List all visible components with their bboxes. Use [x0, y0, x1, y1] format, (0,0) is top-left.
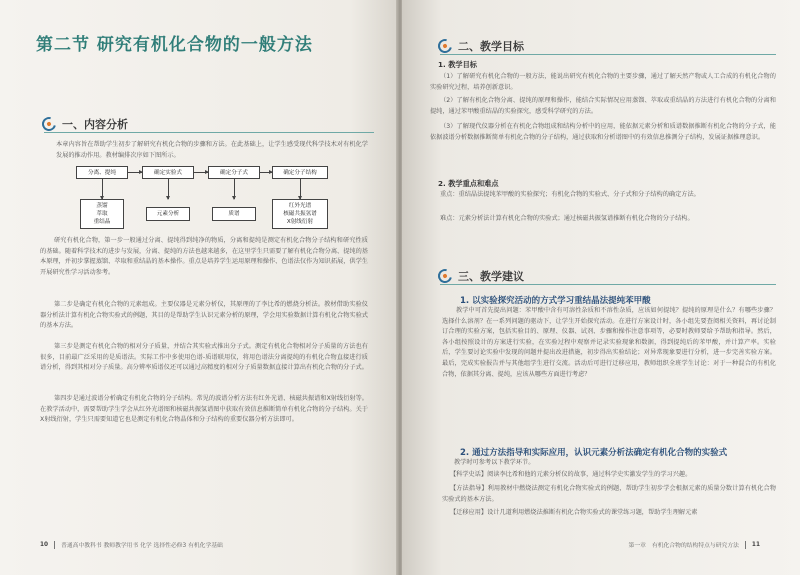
section-title: 三、教学建议	[458, 270, 524, 283]
goals-heading: 1. 教学目标	[438, 60, 477, 69]
flow-box-empirical: 确定实验式	[142, 166, 194, 179]
section-divider	[440, 284, 776, 285]
flow-arrow	[128, 172, 142, 173]
paragraph-step2: 第二步是确定有机化合物的元素组成。主要仪器是元素分析仪，其原理的了李比希的燃烧分析法。教材借助实验仪器分析法计算有机化合物实验式的例题，其目的是帮助学生认识元素分析的原理，学会用实验数据计算有机化合物实验式的基本方法。	[40, 301, 368, 330]
page-number: 10	[40, 541, 49, 548]
goal-item-3: （3）了解现代仪器分析在有机化合物组成和结构分析中的应用，能依据元素分析和质谱数据推断有机化合物的分子式，能依据波谱分析数据推断简单有机化合物的分子结构，通过获取和分析谱图中的有效信息推测分子结构，发展证据推理意识。	[430, 123, 776, 141]
flow-down-arrow	[300, 179, 301, 199]
suggestion-2-method: 【方法指导】利用教材中燃烧法测定有机化合物实验式的例题，帮助学生初步学会根据元素的质量分数计算有机化合物实验式的基本方法。	[442, 485, 776, 503]
flow-box-separate: 分离、提纯	[76, 166, 128, 179]
paragraph-step3: 第三步是测定有机化合物的相对分子质量，并结合其实验式推出分子式。测定有机化合物相对分子质量的方法也有很多，目前最广泛采用的是质谱法。实际工作中多使用色谱-质谱联用仪，将用色谱法分离提纯的有机化合物直接进行质谱分析，得到其相对分子质量。高分辨率质谱仪还可以通过高精度的相对分子质量数据直接计算出有机化合物的分子式。	[40, 343, 368, 372]
suggestion-2-heading: 2. 通过方法指导和实际应用，认识元素分析法确定有机化合物的实验式	[460, 448, 728, 458]
section-heading-suggestions	[438, 268, 524, 284]
key-point-difficulty: 难点：元素分析法计算有机化合物的实验式；通过核磁共振氢谱推断有机化合物的分子结构。	[440, 215, 694, 222]
suggestion-1-body: 教学中可首先提出问题：苯甲酸中含有可溶性杂质和不溶性杂质，应该如何提纯？提纯的原理是什么？有哪些步骤？选择什么溶剂？在一系列问题的驱动下，让学生开始探究活动。在进行方案设计时，各小组先要查阅相关资料，再讨论制订合理的实验方案，包括实验目的、原理、仪器、试剂、步骤和操作注意事项等，必要时教师要给予帮助和指导。然后，各小组按照设计的方案进行实验，在实验过程中观察并记录实验现象和数据，得到提纯后的苯甲酸，并计算产率。实验后，学生要讨论实验中发现的问题并提出改进措施，初步得出实验结论；对异常现象要进行分析，进一步完善实验方案。最后，完成实验报告并与其他组学生进行交流。活动后可进行迁移应用，教师组织全班学生讨论：对于一种混合的有机化合物，依据其分离、提纯，应该从哪些方面进行考虑？	[442, 307, 776, 378]
footer-divider	[54, 541, 55, 549]
flow-down-arrow	[168, 179, 169, 199]
goal-item-2: （2）了解有机化合物分离、提纯的原理和操作，能结合实际情况应用蒸馏、萃取或重结晶的方法进行有机化合物的分离和提纯，通过苯甲酸重结晶的实验探究，感受科学研究的方法。	[430, 97, 776, 115]
section-swirl-icon	[435, 266, 454, 285]
footer-divider	[745, 541, 746, 549]
goal-item-1: （1）了解研究有机化合物的一般方法，能说出研究有机化合物的主要步骤，通过了解天然产物或人工合成的有机化合物的实验研究过程，培养创新意识。	[430, 73, 776, 91]
intro-paragraph: 本章内容旨在帮助学生初步了解研究有机化合物的步骤和方法。在此基础上，让学生感受现代科学技术对有机化学发展的推动作用。教材编排次序如下图所示。	[56, 141, 368, 159]
section-swirl-icon	[39, 114, 58, 133]
right-footer	[629, 540, 760, 549]
flow-down-arrow	[102, 179, 103, 199]
suggestion-2-transfer: 【迁移应用】设计几道利用燃烧法推断有机化合物实验式的课堂练习题，帮助学生理解元素	[450, 509, 698, 516]
section-divider	[440, 54, 776, 55]
right-page	[402, 0, 800, 575]
section-divider	[44, 132, 374, 133]
flow-sub-spectra: 红外光谱 核磁共振氢谱 X射线衍射	[272, 199, 328, 229]
chapter-title: 第二节 研究有机化合物的一般方法	[36, 35, 313, 55]
paragraph-step1: 研究有机化合物，第一步一般通过分离、提纯得到纯净的物质，分离和提纯是测定有机化合物分子结构和研究性质的基础。随着科学技术的进步与发展，分离、提纯的方法也越来越多，在这里学生只需要了解有机化合物分离、提纯的基本原理，并初步掌握蒸馏、萃取和重结晶的基本操作。重点是培养学生运用原理和操作、色谱法仅作为知识拓展，供学生开展研究性学习活动参考。	[40, 237, 368, 276]
suggestion-1-heading: 1. 以实验探究活动的方式学习重结晶法提纯苯甲酸	[460, 296, 651, 306]
suggestion-2-history: 【科学史话】阅读李比希和他的元素分析仪的故事，通过科学史实激发学生的学习兴趣。	[450, 471, 692, 478]
section-title: 一、内容分析	[62, 118, 128, 131]
section-heading-content-analysis	[42, 116, 128, 132]
flow-arrow	[194, 172, 208, 173]
footer-chapter-label: 第一章	[628, 543, 646, 549]
key-points-heading: 2. 教学重点和难点	[438, 179, 499, 188]
footer-chapter-title: 有机化合物的结构特点与研究方法	[651, 543, 739, 549]
flow-sub-mass-spec: 质谱	[212, 207, 256, 221]
section-swirl-icon	[435, 36, 454, 55]
footer-book-title: 普通高中教科书 教师教学用书 化学 选择性必修3 有机化学基础	[61, 543, 223, 549]
flow-arrow	[260, 172, 272, 173]
suggestion-2-intro: 教学时可参考以下教学环节。	[454, 459, 535, 466]
flow-sub-methods: 蒸馏 萃取 重结晶	[80, 199, 124, 229]
flow-down-arrow	[234, 179, 235, 199]
key-point-focus: 重点：重结晶法提纯苯甲酸的实验探究；有机化合物的实验式、分子式和分子结构的确定方法。	[440, 191, 700, 198]
paragraph-step4: 第四步是通过波谱分析确定有机化合物的分子结构。常见的波谱分析方法有红外光谱、核磁共振谱和X射线衍射等。在教学活动中，需要帮助学生学会从红外光谱图和核磁共振氢谱图中获取有效信息推断简单有机化合物的分子结构。关于X射线衍射，学生只需要知道它也是测定有机化合物晶体和分子结构的重要仪器分析方法即可。	[40, 395, 368, 424]
section-title: 二、教学目标	[458, 40, 524, 53]
flow-box-molecular: 确定分子式	[208, 166, 260, 179]
section-heading-goals	[438, 38, 524, 54]
page-number: 11	[751, 541, 760, 548]
flow-sub-element-analysis: 元素分析	[146, 207, 190, 221]
flow-box-structure: 确定分子结构	[272, 166, 328, 179]
left-footer	[40, 540, 223, 549]
left-page	[0, 0, 398, 575]
